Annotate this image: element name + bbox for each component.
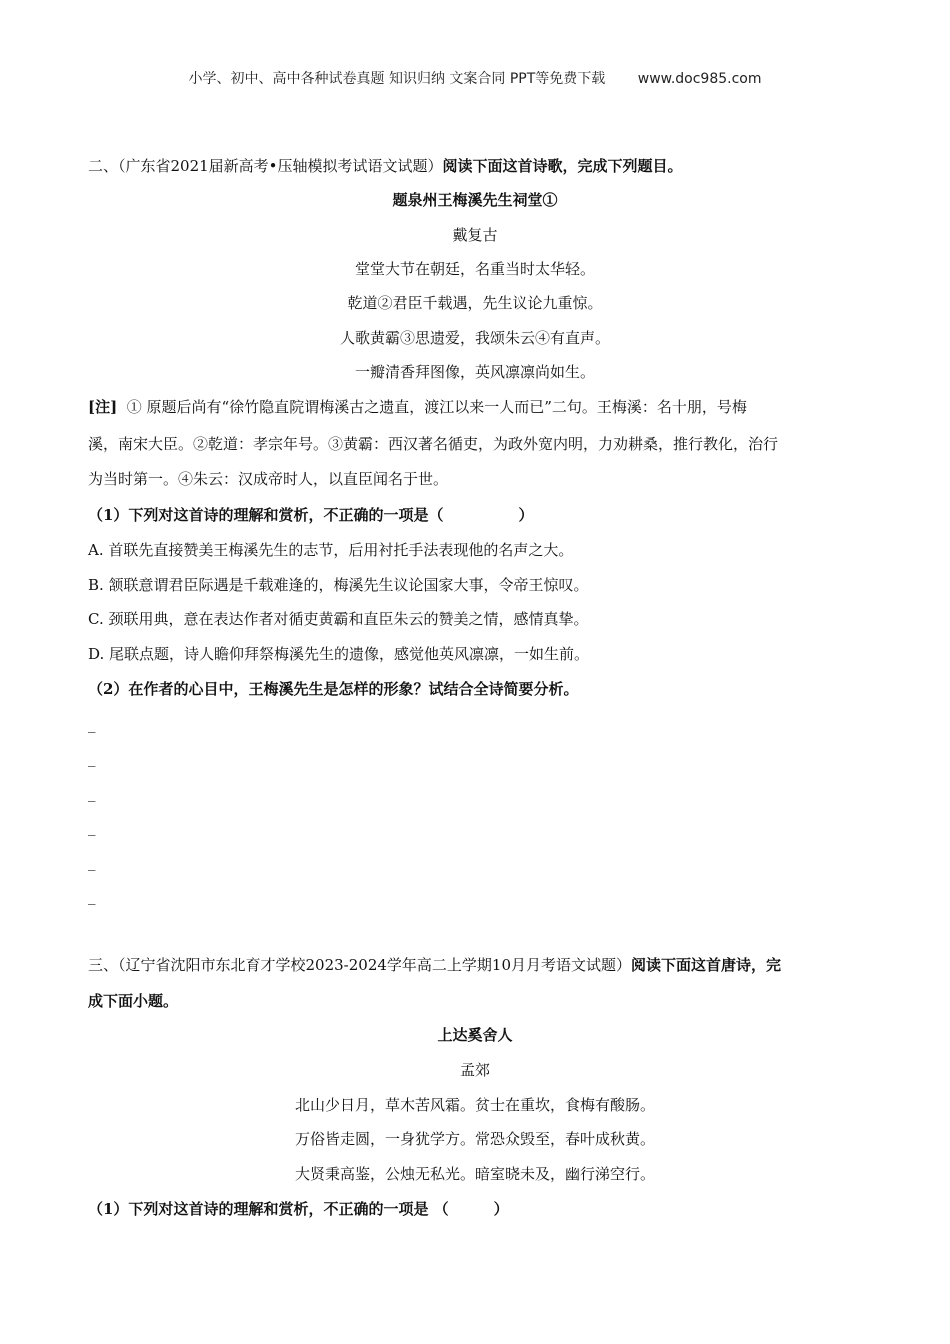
section2-poem-line: 乾道②君臣千载遇，先生议论九重惊。 (347, 294, 603, 312)
section2-intro (88, 155, 868, 176)
option-a: A. 首联先直接赞美王梅溪先生的志节，后用衬托手法表现他的名声之大。 (88, 541, 574, 559)
section3-poem-author: 孟郊 (459, 1061, 490, 1079)
section2-note-line (88, 396, 868, 417)
page-header (0, 68, 950, 88)
section3-poem-title: 上达奚舍人 (437, 1026, 513, 1044)
section2-intro-prefix: 二、（广东省2021届新高考•压轴模拟考试语文试题） (88, 157, 443, 175)
option-d: D. 尾联点题，诗人瞻仰拜祭梅溪先生的遗像，感觉他英风凛凛，一如生前。 (88, 645, 590, 663)
section3-question-1: （1）下列对这首诗的理解和赏析，不正确的一项是 （ ） (88, 1200, 509, 1218)
section2-intro-instruction: 阅读下面这首诗歌，完成下列题目。 (442, 157, 683, 175)
section3-poem-line: 大贤秉高鉴，公烛无私光。暗室晓未及，幽行涕空行。 (294, 1165, 655, 1183)
section2-note-line: 溪，南宋大臣。②乾道：孝宗年号。③黄霸：西汉著名循吏，为政外宽内明，力劝耕桑，推行教化，治行 (88, 435, 779, 453)
section2-question-2: （2）在作者的心目中，王梅溪先生是怎样的形象？试结合全诗简要分析。 (88, 680, 579, 698)
section2-note-line: 为当时第一。④朱云：汉成帝时人，以直臣闻名于世。 (88, 470, 449, 488)
section3-intro-prefix: 三、（辽宁省沈阳市东北育才学校2023-2024学年高二上学期10月月考语文试题） (88, 956, 632, 974)
section2-question-1: （1）下列对这首诗的理解和赏析，不正确的一项是（ ） (88, 506, 534, 524)
section2-poem-title: 题泉州王梅溪先生祠堂① (392, 191, 558, 209)
section3-poem-line: 北山少日月，草木苦风霜。贫士在重坎，食梅有酸肠。 (294, 1096, 655, 1114)
section2-poem-line: 一瓣清香拜图像，英风凛凛尚如生。 (354, 363, 595, 381)
answer-line[interactable]: _ (88, 887, 96, 905)
option-c: C. 颈联用典，意在表达作者对循吏黄霸和直臣朱云的赞美之情，感情真挚。 (88, 610, 589, 628)
header-text: 小学、初中、高中各种试卷真题 知识归纳 文案合同 PPT等免费下载 (188, 71, 606, 87)
section2-poem-line: 人歌黄霸③思遗爱，我颂朱云④有直声。 (339, 329, 610, 347)
answer-line[interactable]: _ (88, 784, 96, 802)
section2-poem-line: 堂堂大节在朝廷，名重当时太华轻。 (354, 260, 595, 278)
answer-line[interactable]: _ (88, 715, 96, 733)
note-text: ① 原题后尚有“徐竹隐直院谓梅溪古之遗直，渡江以来一人而已”二句。王梅溪：名十朋，号梅 (126, 398, 747, 416)
section3-intro (88, 954, 868, 975)
section3-poem-line: 万俗皆走圆，一身犹学方。常恐众毁至，春叶成秋黄。 (294, 1130, 655, 1148)
header-site[interactable]: www.doc985.com (637, 71, 762, 87)
answer-line[interactable]: _ (88, 853, 96, 871)
option-b: B. 颔联意谓君臣际遇是千载难逢的，梅溪先生议论国家大事，令帝王惊叹。 (88, 576, 589, 594)
section3-intro-cont: 成下面小题。 (88, 992, 179, 1010)
answer-line[interactable]: _ (88, 818, 96, 836)
section2-poem-author: 戴复古 (452, 226, 498, 244)
note-label: [注] (88, 398, 118, 416)
section3-intro-instruction: 阅读下面这首唐诗，完 (631, 956, 782, 974)
answer-line[interactable]: _ (88, 749, 96, 767)
